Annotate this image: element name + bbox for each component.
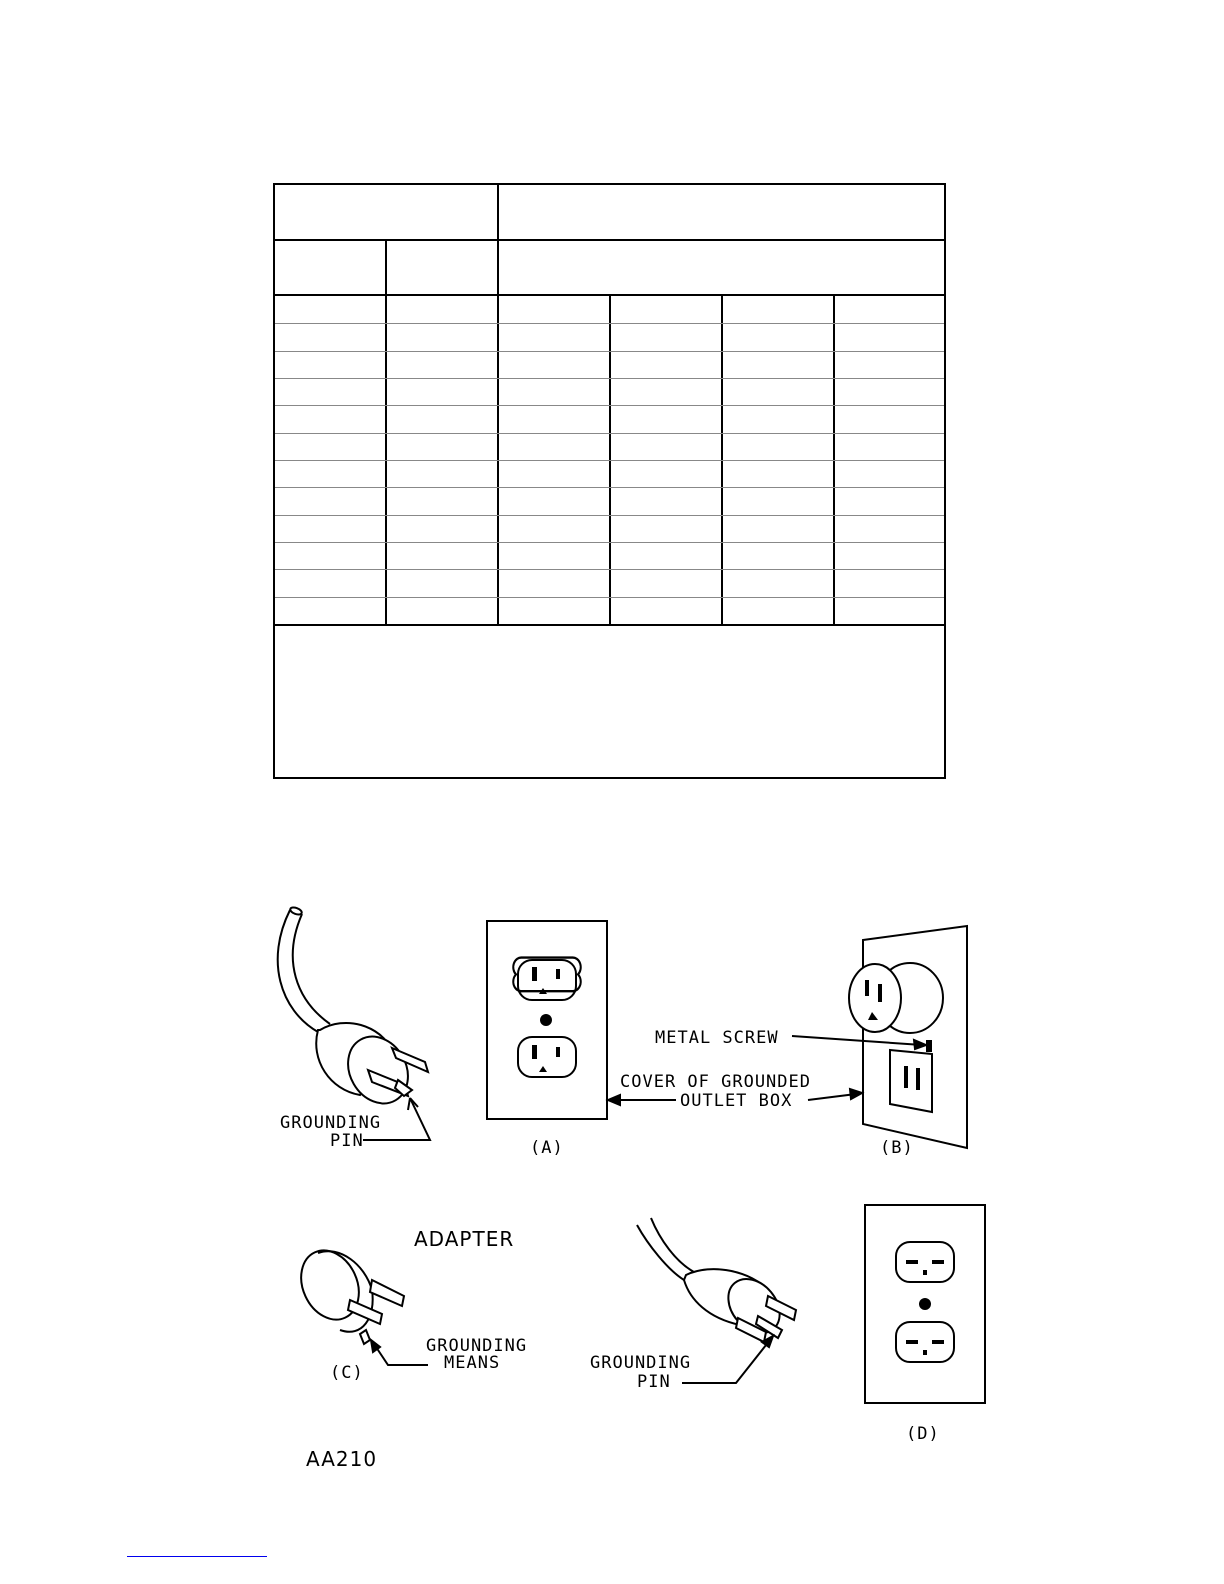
- grounding-pin-label-1: GROUNDING: [280, 1113, 382, 1133]
- grounded-plug-drawing: [278, 906, 428, 1114]
- cover-label-1: COVER OF GROUNDED: [620, 1072, 811, 1092]
- figure-id-label: AA210: [306, 1447, 378, 1471]
- grounding-means-label-2: MEANS: [444, 1353, 501, 1373]
- panel-a-label: (A): [530, 1138, 564, 1158]
- footnote-rule: [127, 1556, 267, 1557]
- adapter-drawing: [290, 1241, 404, 1344]
- cover-label-2: OUTLET BOX: [680, 1091, 793, 1111]
- panel-d-label: (D): [906, 1424, 940, 1444]
- grounding-means-leader: [371, 1340, 428, 1365]
- metal-screw-label: METAL SCREW: [655, 1028, 779, 1048]
- panel-b-label: (B): [880, 1138, 914, 1158]
- grounding-pin-2-label-2: PIN: [637, 1372, 671, 1392]
- grounded-plug-2-drawing: [637, 1218, 796, 1343]
- grounding-means-label-1: GROUNDING: [426, 1336, 528, 1356]
- grounding-pin-label-2: PIN: [330, 1131, 364, 1151]
- grounding-pin-2-leader: [682, 1336, 773, 1383]
- outlet-b-drawing: [849, 926, 967, 1148]
- panel-c-label: (C): [330, 1363, 364, 1383]
- grounding-pin-2-label-1: GROUNDING: [590, 1353, 692, 1373]
- adapter-label: ADAPTER: [414, 1227, 515, 1251]
